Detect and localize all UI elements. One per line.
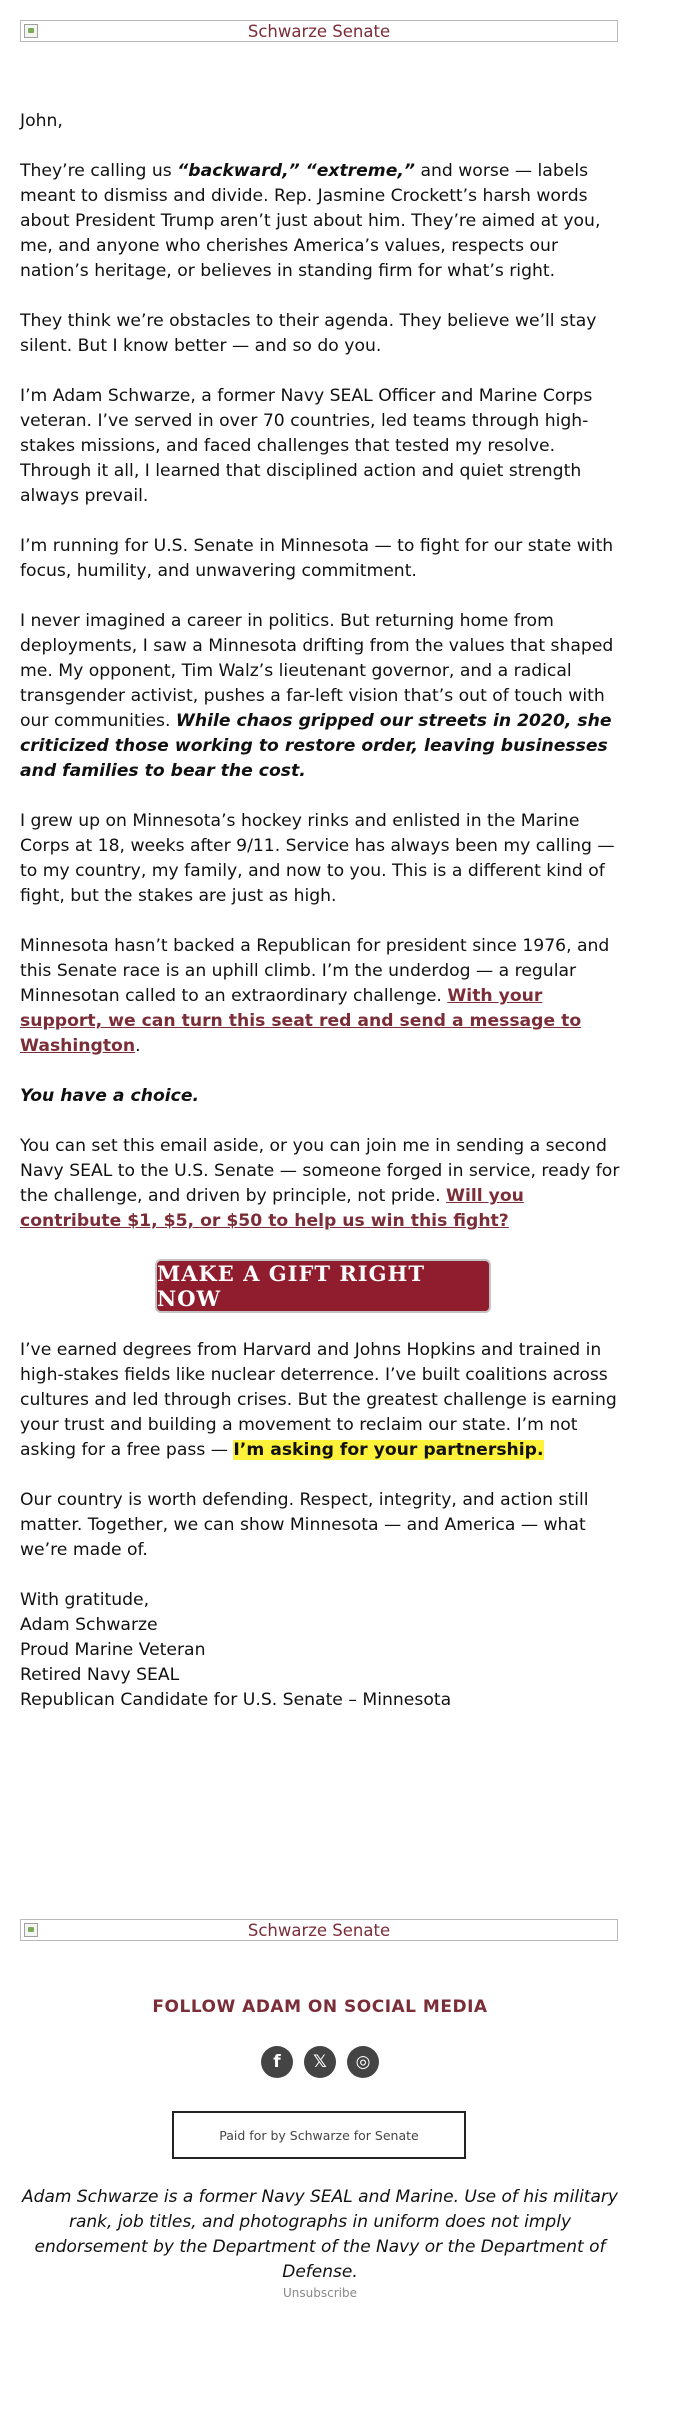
partnership-highlight: I’m asking for your partnership. — [233, 1440, 544, 1460]
footer-banner-alt: Schwarze Senate — [247, 1920, 391, 1940]
disclaimer-text: Adam Schwarze is a former Navy SEAL and Marine. Use of his military rank, job titles, and photographs in uniform does not imply endorsement by the Department of the Navy or the Department of Defense. — [22, 2187, 618, 2282]
paragraph-3: I’m Adam Schwarze, a former Navy SEAL Officer and Marine Corps veteran. I’ve served in over 70 countries, led teams through high-stakes missions, and faced challenges that tested my resolve. Through it all, I learned that disciplined action and quiet strength always prevail. — [20, 386, 593, 506]
signoff-title-2: Retired Navy SEAL — [20, 1665, 180, 1685]
facebook-icon[interactable]: f — [261, 2046, 293, 2078]
social-links — [260, 2046, 380, 2078]
paragraph-1-emphasis: “backward,” “extreme,” — [177, 161, 415, 181]
make-gift-button[interactable]: MAKE A GIFT RIGHT NOW — [155, 1259, 491, 1313]
paragraph-5 — [20, 609, 626, 784]
signoff-closing: With gratitude, — [20, 1590, 150, 1610]
paragraph-10-text: I’ve earned degrees from Harvard and Johns Hopkins and trained in high-stakes fields like nuclear deterrence. I’ve built coalitions across cultures and led through crises. But the greatest challenge is earning your trust and building a movement to reclaim our state. I’m not asking for a free pass — — [20, 1340, 617, 1460]
paragraph-7 — [20, 934, 626, 1059]
paragraph-7-end: . — [135, 1036, 141, 1056]
paragraph-9-text: You can set this email aside, or you can join me in sending a second Navy SEAL to the U.S. Senate — someone forged in service, ready for the challenge, and driven by principle, not pride. — [20, 1136, 620, 1206]
signoff-title-3: Republican Candidate for U.S. Senate – Minnesota — [20, 1690, 452, 1710]
instagram-icon[interactable]: ◎ — [347, 2046, 379, 2078]
signoff-name: Adam Schwarze — [20, 1615, 158, 1635]
footer-banner-image[interactable] — [20, 1919, 618, 1941]
contribute-link[interactable]: Will you contribute $1, $5, or $50 to help us win this fight? — [20, 1186, 524, 1231]
paragraph-7-text: Minnesota hasn’t backed a Republican for president since 1976, and this Senate race is an uphill climb. I’m the underdog — a regular Minnesotan called to an extraordinary challenge. — [20, 936, 610, 1006]
paid-for-text: Paid for by Schwarze for Senate — [219, 2127, 419, 2143]
greeting: John, — [20, 111, 63, 131]
unsubscribe-link[interactable]: Unsubscribe — [283, 2286, 357, 2300]
paragraph-1 — [20, 159, 626, 284]
letter-content — [20, 109, 626, 1713]
header-banner-image[interactable] — [20, 20, 618, 42]
signoff — [20, 1588, 626, 1713]
broken-image-icon — [24, 24, 38, 38]
follow-heading: FOLLOW ADAM ON SOCIAL MEDIA — [152, 1997, 488, 2017]
paragraph-8: You have a choice. — [20, 1086, 200, 1106]
paragraph-9 — [20, 1134, 626, 1234]
x-icon[interactable]: 𝕏 — [304, 2046, 336, 2078]
paragraph-5-emphasis: While chaos gripped our streets in 2020, she criticized those working to restore order, leaving businesses and families to bear the cost. — [20, 711, 612, 781]
paragraph-10 — [20, 1338, 626, 1463]
paragraph-5-text: I never imagined a career in politics. But returning home from deployments, I saw a Minnesota drifting from the values that shaped me. My opponent, Tim Walz’s lieutenant governor, and a radical transgender activist, pushes a far-left vision that’s out of touch with our communities. — [20, 611, 614, 731]
header-banner-alt: Schwarze Senate — [247, 21, 391, 41]
paragraph-11: Our country is worth defending. Respect, integrity, and action still matter. Together, we can show Minnesota — and America — what we’re made of. — [20, 1490, 589, 1560]
support-link[interactable]: With your support, we can turn this seat red and send a message to Washington — [20, 986, 582, 1056]
cta-row — [20, 1259, 626, 1313]
broken-image-icon — [24, 1923, 38, 1937]
paragraph-1-text: They’re calling us — [20, 161, 178, 181]
paragraph-4: I’m running for U.S. Senate in Minnesota — to fight for our state with focus, humility, and unwavering commitment. — [20, 536, 614, 581]
paragraph-6: I grew up on Minnesota’s hockey rinks and enlisted in the Marine Corps at 18, weeks after 9/11. Service has always been my calling — to my country, my family, and now to you. This is a different kind of fight, but the stakes are just as high. — [20, 811, 615, 906]
signoff-title-1: Proud Marine Veteran — [20, 1640, 206, 1660]
paragraph-2: They think we’re obstacles to their agenda. They believe we’ll stay silent. But I know better — and so do you. — [20, 311, 597, 356]
paragraph-1-text-end: and worse — labels meant to dismiss and divide. Rep. Jasmine Crockett’s harsh words about President Trump aren’t just about him. They’re aimed at you, me, and anyone who cherishes America’s values, respects our nation’s heritage, or believes in standing firm for what’s right. — [20, 161, 601, 281]
paid-for-box — [172, 2111, 466, 2159]
